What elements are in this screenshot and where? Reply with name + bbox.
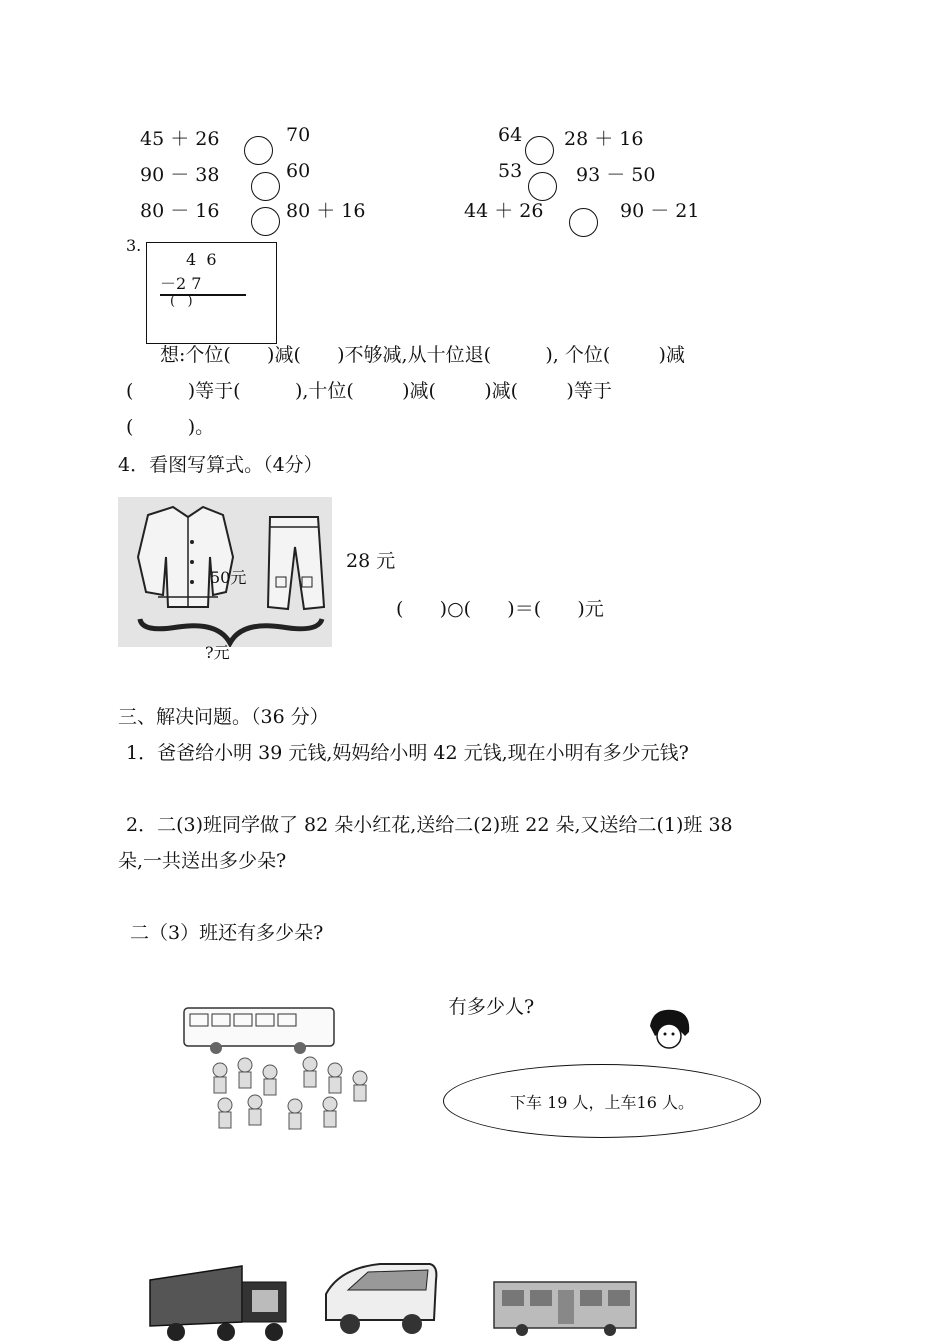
cmp-left-2-lhs: 90 － 38 [140,164,220,186]
compare-circle[interactable] [251,172,280,201]
clothes-picture [118,497,332,647]
cmp-right-3-lhs: 44 ＋ 26 [464,200,544,222]
q3-think-line1: 想:个位( )减( )不够减,从十位退( ), 个位( )减 [160,344,685,366]
q3-think-line3: ( )。 [126,416,215,438]
truck-icon [146,1262,296,1342]
q3-top-digits: 4 6 [186,250,217,269]
compare-circle[interactable] [251,207,280,236]
q4-equation[interactable]: ( )○( )＝( )元 [396,598,604,620]
compare-circle[interactable] [244,136,273,165]
city-bus-icon [492,1274,640,1336]
bubble-text: 下车 19 人，上车16 人。 [510,1092,694,1112]
q3-think-line2: ( )等于( ),十位( )减( )减( )等于 [126,380,612,402]
cmp-right-3-rhs: 90 － 21 [620,200,700,222]
q4-title: 4．看图写算式。（4分） [118,454,323,476]
cmp-left-1-rhs: 70 [286,124,311,146]
q3-result[interactable]: ( ) [170,294,193,309]
pants-price: 28 元 [346,550,396,572]
section3-title: 三、解决问题。（36 分） [118,706,329,728]
cmp-right-2-rhs: 93 － 50 [576,164,656,186]
cmp-left-1-lhs: 45 ＋ 26 [140,128,220,150]
speech-bubble [443,1064,761,1138]
total-label: ?元 [205,643,230,662]
cmp-left-3-rhs: 80 ＋ 16 [286,200,366,222]
problem-2-line2: 朵,一共送出多少朵? [118,850,287,872]
cmp-left-3-lhs: 80 － 16 [140,200,220,222]
q3-number: 3. [126,236,142,255]
van-icon [320,1260,442,1340]
boy-face-icon [645,1006,695,1054]
problem-2-sub: 二（3）班还有多少朵? [130,922,324,944]
cmp-right-1-rhs: 28 ＋ 16 [564,128,644,150]
compare-circle[interactable] [569,208,598,237]
cmp-left-2-rhs: 60 [286,160,311,182]
problem-2-line1: 2．二(3)班同学做了 82 朵小红花,送给二(2)班 22 朵,又送给二(1)班 38 [126,814,733,836]
jacket-price: 50元 [210,568,247,587]
problem-1: 1．爸爸给小明 39 元钱,妈妈给小明 42 元钱,现在小明有多少元钱? [126,742,689,764]
q3-minus-row: －2 7 [160,274,202,293]
cmp-right-1-lhs: 64 [498,124,523,146]
compare-circle[interactable] [525,136,554,165]
cmp-right-2-lhs: 53 [498,160,523,182]
bus-question: 冇多少人? [448,996,535,1018]
kids-icon [200,1050,380,1140]
